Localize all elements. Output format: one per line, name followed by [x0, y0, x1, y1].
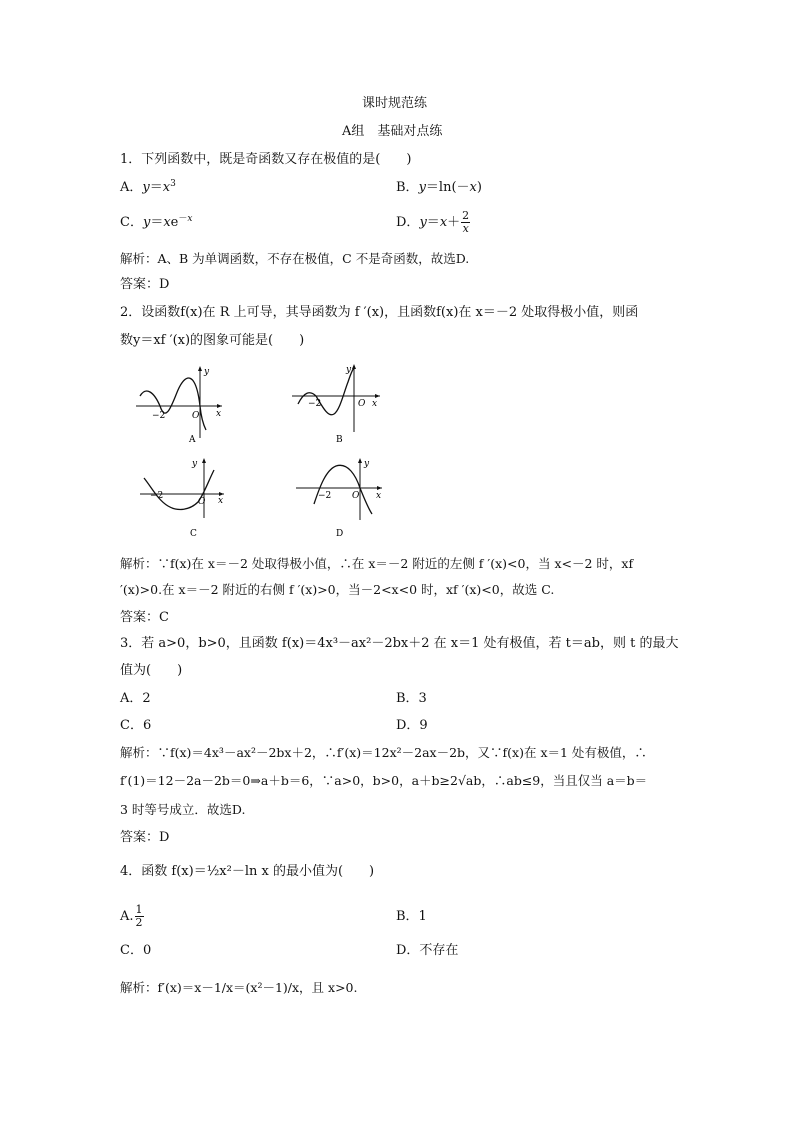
q4-option-d: D．不存在 [396, 943, 459, 958]
graph-a-origin: O [192, 411, 200, 421]
graph-a-y-label: y [204, 367, 210, 377]
q2-answer: 答案：C [120, 610, 169, 625]
graph-c-tick: −2 [150, 491, 164, 501]
q1-option-d: D．y＝x＋ $\frac{2}{x}$ [396, 209, 470, 235]
q3-solution-line3: 3 时等号成立．故选D. [120, 802, 246, 817]
q1-option-c: C．$y=xe^{-x}$ [120, 214, 193, 230]
q2-stem-line1: 2．设函数f(x)在 R 上可导，其导函数为 f ′(x)，且函数f(x)在 x＝－2 处取得极小值，则函 [120, 305, 639, 320]
graph-d [292, 456, 392, 544]
graph-c-x-label: x [218, 496, 224, 506]
q1-stem: 1．下列函数中，既是奇函数又存在极值的是( ) [120, 152, 412, 167]
q3-option-c: C．6 [120, 718, 152, 733]
graph-d-y-label: y [364, 459, 370, 469]
q1-option-b: B．y＝ln(－x) [396, 180, 482, 195]
graph-d-tick: −2 [318, 491, 332, 501]
q3-option-d: D．9 [396, 718, 428, 733]
graph-d-x-label: x [376, 491, 382, 501]
graph-b [288, 362, 388, 450]
graph-c-y-label: y [192, 459, 198, 469]
graph-b-tick: −2 [308, 399, 322, 409]
graph-b-x-label: x [372, 399, 378, 409]
q1-answer: 答案：D [120, 277, 170, 292]
graph-b-label: B [336, 435, 343, 445]
graph-c-origin: O [198, 497, 206, 507]
q4-option-c: C．0 [120, 943, 152, 958]
page-title: 课时规范练 [362, 96, 428, 111]
graph-a-tick: −2 [152, 411, 166, 421]
q3-option-b: B．3 [396, 691, 427, 706]
graph-d-origin: O [352, 491, 360, 501]
q3-stem-line1: 3．若 a>0，b>0，且函数 f(x)＝4x³－ax²－2bx＋2 在 x＝1 处有极值，若 t＝ab，则 t 的最大 [120, 636, 679, 651]
q4-option-a: A. $\frac{1}{2}$ [120, 903, 143, 929]
q2-solution-line2: ′(x)>0.在 x＝－2 附近的右侧 f ′(x)>0，当－2<x<0 时，xf ′(x)<0，故选 C. [120, 582, 555, 597]
q4-option-b: B．1 [396, 909, 427, 924]
q4-stem: 4．函数 f(x)＝½x²－ln x 的最小值为( ) [120, 864, 375, 879]
q4-solution: 解析：f′(x)＝x－1/x＝(x²－1)/x，且 x>0. [120, 980, 358, 995]
graph-a [130, 362, 230, 450]
q3-solution-line1: 解析：∵f(x)＝4x³－ax²－2bx＋2，∴f′(x)＝12x²－2ax－2b，又∵f(x)在 x＝1 处有极值，∴ [120, 745, 647, 760]
graph-a-x-label: x [216, 409, 222, 419]
graph-b-y-label: y [346, 365, 352, 375]
q2-solution-line1: 解析：∵f(x)在 x＝－2 处取得极小值，∴在 x＝－2 附近的左侧 f ′(x)<0，当 x<－2 时，xf [120, 556, 634, 571]
q1-solution: 解析：A、B 为单调函数，不存在极值，C 不是奇函数，故选D. [120, 251, 470, 266]
q3-solution-line2: f′(1)＝12－2a－2b＝0⇒a＋b＝6，∵a>0，b>0，a＋b≥2√ab，∴ab≤9，当且仅当 a＝b＝ [120, 773, 648, 788]
graph-a-label: A [189, 435, 196, 445]
q3-answer: 答案：D [120, 830, 170, 845]
q3-stem-line2: 值为( ) [120, 663, 183, 678]
q2-stem-line2: 数y＝xf ′(x)的图象可能是( ) [120, 333, 305, 348]
group-heading: A组 基础对点练 [342, 124, 443, 139]
q1-option-a: A．$y=x^3$ [120, 179, 176, 195]
graph-b-origin: O [358, 399, 366, 409]
q3-option-a: A．2 [120, 691, 151, 706]
graph-d-label: D [336, 529, 344, 539]
graph-c [136, 456, 236, 544]
graph-c-label: C [190, 529, 197, 539]
